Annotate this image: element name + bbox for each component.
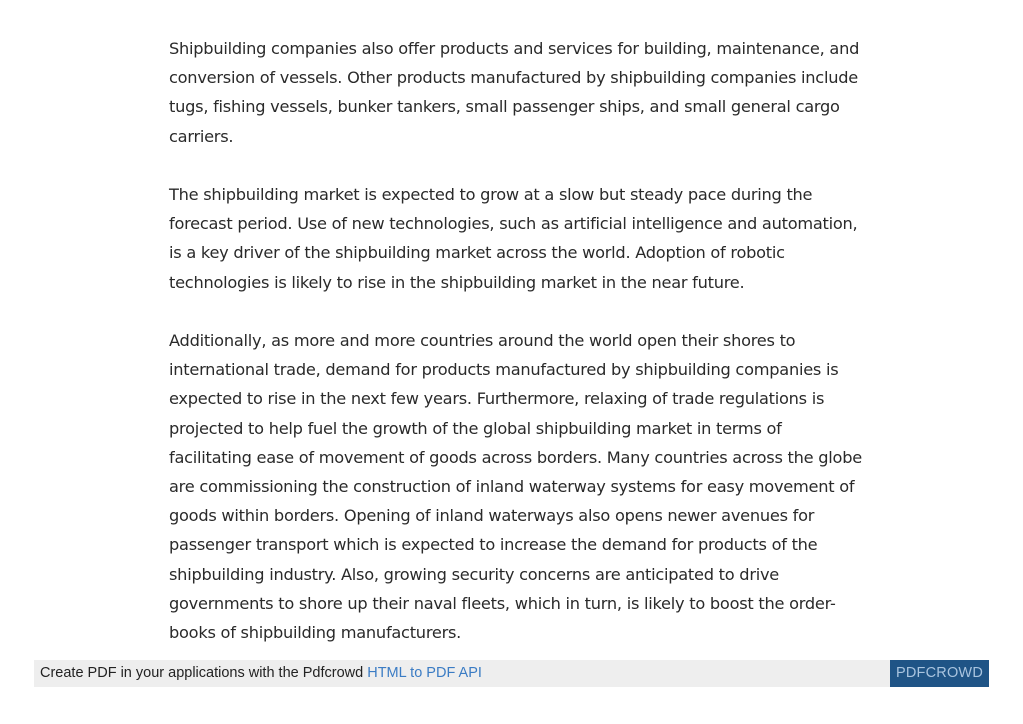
pdfcrowd-footer xyxy=(34,660,989,687)
document-body xyxy=(169,34,869,676)
html-to-pdf-api-link[interactable]: HTML to PDF API xyxy=(367,665,482,681)
pdfcrowd-brand-button[interactable]: PDFCROWD xyxy=(890,660,989,687)
paragraph-trade-demand: Additionally, as more and more countries around the world open their shores to international trade, demand for products manufactured by shipbuilding companies is expected to rise in the next few years. Furthermore, relaxing of trade regulations is projected to help fuel the growth of the global shipbuilding market in terms of facilitating ease of movement of goods across borders. Many countries across the globe are commissioning the construction of inland waterway systems for easy movement of goods within borders. Opening of inland waterways also opens newer avenues for passenger transport which is expected to increase the demand for products of the shipbuilding industry. Also, growing security concerns are anticipated to drive governments to shore up their naval fleets, which in turn, is likely to boost the order-books of shipbuilding manufacturers. xyxy=(169,331,862,643)
footer-prefix: Create PDF in your applications with the Pdfcrowd xyxy=(40,665,368,681)
footer-text xyxy=(40,660,482,687)
paragraph-products: Shipbuilding companies also offer products and services for building, maintenance, and conversion of vessels. Other products manufactured by shipbuilding companies include tugs, fishing vessels, bunker tankers, small passenger ships, and small general cargo carriers. xyxy=(169,39,860,146)
paragraph-market-growth: The shipbuilding market is expected to grow at a slow but steady pace during the forecast period. Use of new technologies, such as artificial intelligence and automation, is a key driver of the shipbuilding market across the world. Adoption of robotic technologies is likely to rise in the shipbuilding market in the near future. xyxy=(169,185,858,292)
